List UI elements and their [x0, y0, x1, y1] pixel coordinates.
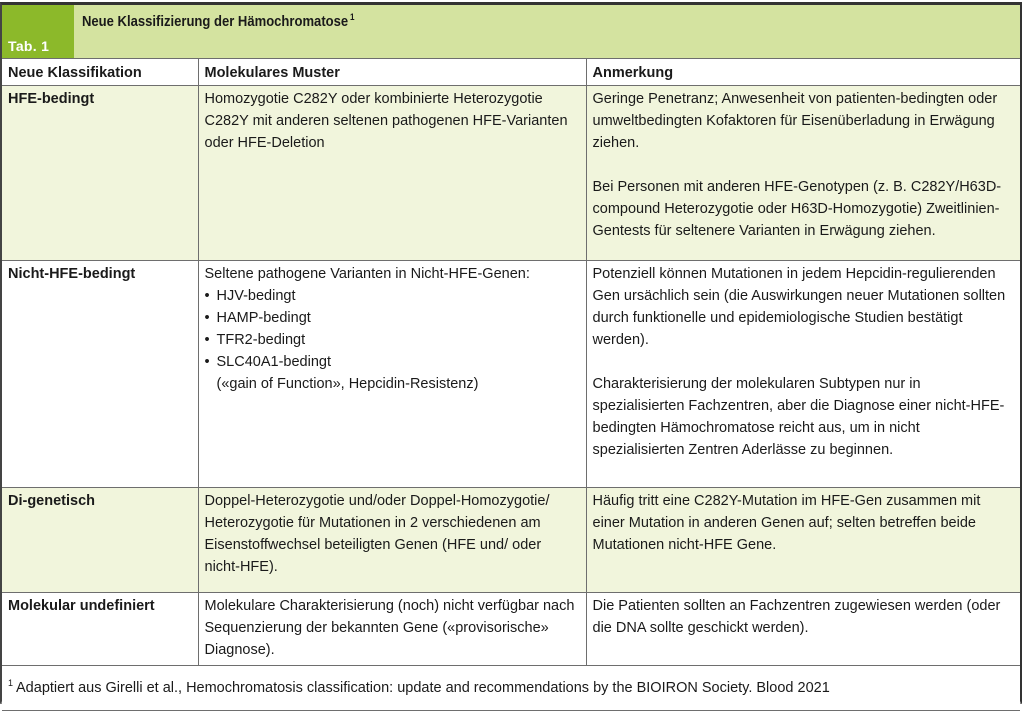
header-remark: Anmerkung: [586, 59, 1020, 86]
header-pattern: Molekulares Muster: [198, 59, 586, 86]
table-number-label: [2, 5, 74, 58]
gene-list-item: • TFR2-bedingt: [205, 329, 578, 351]
pattern-intro: Seltene pathogene Varianten in Nicht-HFE-Genen:: [204, 266, 530, 282]
pattern-text: Molekulare Charakterisierung (noch) nicht verfügbar nach Sequenzierung der bekannten Gene («provisorische» Diagnose).: [204, 598, 575, 658]
gene-list: [205, 285, 578, 373]
table-frame: [0, 2, 1022, 704]
remark-cell: [586, 593, 1020, 666]
table-title: [82, 12, 354, 30]
remark-paragraph: Bei Personen mit anderen HFE-Genotypen (z. B. C282Y/H63D-compound Heterozygotie oder H63D-Homozygotie) Zweitlinien-Gentests für seltenere Varianten in Erwägung ziehen.: [592, 179, 1002, 239]
pattern-cell: [198, 86, 586, 261]
remark-paragraph: Geringe Penetranz; Anwesenheit von patienten-bedingten oder umweltbedingten Kofaktoren für Eisenüberladung in Erwägung ziehen.: [592, 91, 998, 151]
classification-table: [2, 58, 1020, 711]
table-row: [2, 86, 1020, 261]
remark-cell: [586, 488, 1020, 593]
footnote-cell: [2, 666, 1020, 711]
remark-cell: [586, 86, 1020, 261]
table-row: [2, 593, 1020, 666]
pattern-text: Doppel-Heterozygotie und/oder Doppel-Homozygotie/ Heterozygotie für Mutationen in 2 verschiedenen am Eisenstoffwechsel beteiligten Genen (HFE und/ oder nicht-HFE).: [204, 493, 550, 575]
classification-cell: Molekular undefiniert: [2, 593, 198, 666]
gene-list-note: («gain of Function», Hepcidin-Resistenz): [216, 376, 479, 392]
classification-cell: HFE-bedingt: [2, 86, 198, 261]
header-row: [2, 59, 1020, 86]
table-title-band: [2, 5, 1020, 59]
title-footnote-mark: 1: [349, 12, 355, 22]
table-row: [2, 261, 1020, 488]
pattern-cell: [198, 261, 586, 488]
classification-cell: Di-genetisch: [2, 488, 198, 593]
remark-cell: [586, 261, 1020, 488]
remark-paragraph: Potenziell können Mutationen in jedem Hepcidin-regulierenden Gen ursächlich sein (die Auswirkungen neuer Mutationen sollten durch funktionelle und epidemiologische Studien bestätigt werden).: [592, 266, 1006, 348]
classification-cell: Nicht-HFE-bedingt: [2, 261, 198, 488]
remark-paragraph: Charakterisierung der molekularen Subtypen nur in spezialisierten Fachzentren, aber die Diagnose einer nicht-HFE-bedingten Hämochromatose reicht aus, um in nicht spezialisierten Zentren Aderlässe zu beginnen.: [592, 376, 1005, 458]
table-row: [2, 488, 1020, 593]
footnote-mark: 1: [8, 678, 14, 688]
gene-list-item: • HAMP-bedingt: [205, 307, 578, 329]
footnote-row: [2, 666, 1020, 711]
table-number-text: Tab. 1: [8, 38, 50, 54]
table-title-text: Neue Klassifizierung der Hämochromatose: [82, 13, 349, 30]
gene-list-item: • SLC40A1-bedingt: [205, 351, 578, 373]
remark-paragraph: Die Patienten sollten an Fachzentren zugewiesen werden (oder die DNA sollte geschickt werden).: [592, 598, 1001, 636]
gene-list-item: • HJV-bedingt: [205, 285, 578, 307]
pattern-cell: [198, 488, 586, 593]
remark-paragraph: Häufig tritt eine C282Y-Mutation im HFE-Gen zusammen mit einer Mutation in anderen Genen auf; selten betreffen beide Mutationen nicht-HFE Gene.: [592, 493, 981, 553]
pattern-text: Homozygotie C282Y oder kombinierte Heterozygotie C282Y mit anderen seltenen pathogenen HFE-Varianten oder HFE-Deletion: [204, 91, 568, 151]
footnote-text: Adaptiert aus Girelli et al., Hemochromatosis classification: update and recommendations by the BIOIRON Society. Blood 2021: [16, 679, 830, 696]
pattern-cell: [198, 593, 586, 666]
header-classification: Neue Klassifikation: [2, 59, 198, 86]
